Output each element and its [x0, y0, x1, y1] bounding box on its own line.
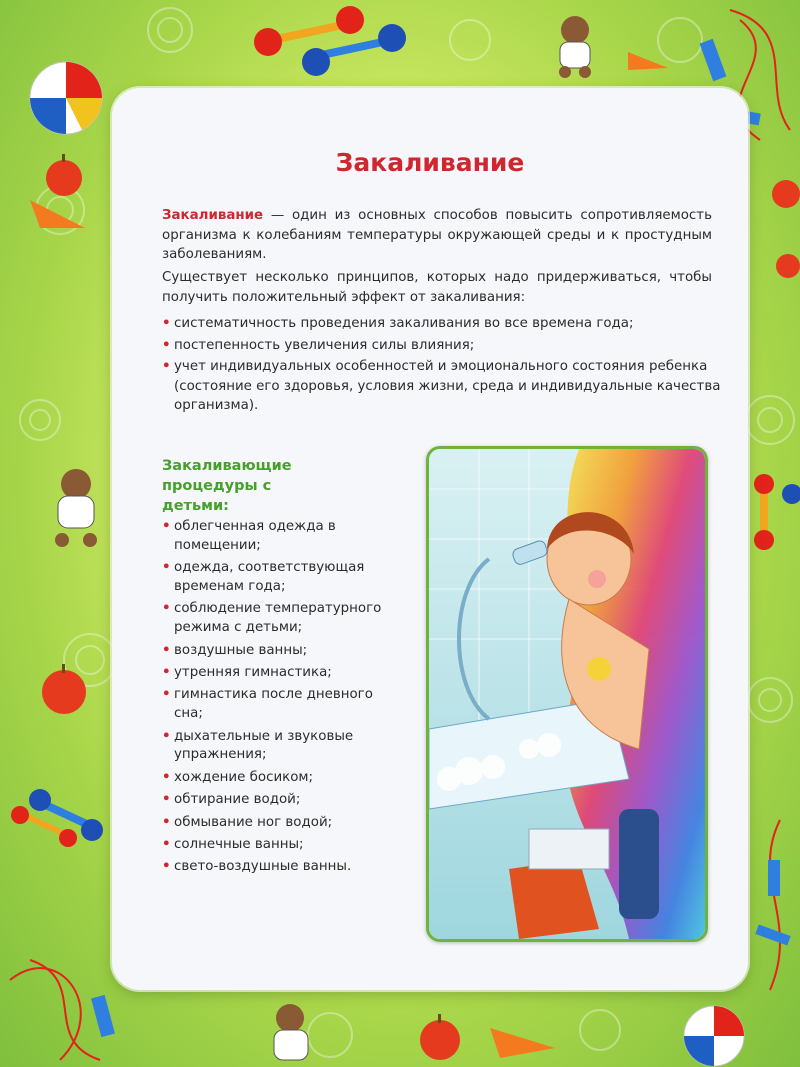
apple-icon	[772, 180, 800, 278]
list-item: • солнечные ванны;	[162, 836, 402, 855]
bullet-icon: •	[162, 836, 171, 852]
bullet-icon: •	[162, 859, 171, 875]
bullet-icon: •	[162, 560, 171, 576]
teddy-bear-icon	[55, 469, 97, 547]
intro-term: Закаливание	[162, 208, 264, 223]
jump-rope-icon	[10, 960, 115, 1060]
intro-paragraph	[162, 206, 712, 265]
boy-taking-shower-illustration	[429, 449, 705, 939]
dumbbell-icon	[754, 474, 800, 550]
list-item: • систематичность проведения закаливания во все времена года;	[162, 314, 722, 334]
beach-ball-icon	[30, 62, 102, 134]
carrot-icon	[30, 200, 85, 228]
list-item: • обмывание ног водой;	[162, 814, 402, 833]
list-item: • свето-воздушные ванны.	[162, 858, 402, 877]
apple-icon	[420, 1014, 460, 1060]
page-title: Закаливание	[335, 148, 525, 177]
principles-list	[162, 314, 722, 418]
dumbbell-icon	[11, 789, 103, 847]
bullet-icon: •	[162, 519, 171, 534]
list-item: • соблюдение температурного режима с детьми;	[162, 601, 382, 636]
intro-text: — один из основных способов повысить сопротивляемость организма к колебаниям температуры окружающей среды и к простудным заболеваниям.	[162, 208, 712, 262]
list-item: • гимнастика после дневного сна;	[162, 687, 373, 722]
bullet-icon: •	[162, 792, 171, 808]
beach-ball-icon	[684, 1006, 744, 1066]
list-item: • дыхательные и звуковые упражнения;	[162, 728, 354, 763]
bullet-icon: •	[162, 769, 171, 785]
list-item: • одежда, соответствующая временам года;	[162, 560, 365, 594]
teddy-bear-icon	[559, 16, 591, 78]
principles-lead: Существует несколько принципов, которых надо придерживаться, чтобы получить положительный эффект от закаливания:	[162, 270, 712, 305]
bullet-icon: •	[162, 316, 171, 331]
bullet-icon: •	[162, 728, 171, 744]
list-item: • постепенность увеличения силы влияния;	[162, 336, 722, 356]
procedures-list	[162, 518, 402, 881]
bullet-icon: •	[162, 687, 171, 703]
list-item: • облегченная одежда в помещении;	[162, 519, 336, 553]
bullet-icon: •	[162, 814, 171, 830]
jump-rope-icon	[755, 820, 790, 990]
list-item: • хождение босиком;	[162, 769, 402, 788]
bullet-icon: •	[162, 664, 171, 680]
content-card	[112, 88, 748, 990]
carrot-icon	[628, 52, 668, 70]
bullet-icon: •	[162, 642, 171, 658]
list-item: • утренняя гимнастика;	[162, 664, 402, 683]
bullet-icon: •	[162, 359, 171, 374]
bullet-icon: •	[162, 601, 171, 617]
shower-illustration	[426, 446, 708, 942]
bullet-icon: •	[162, 337, 171, 353]
teddy-bear-icon	[274, 1004, 308, 1060]
apple-icon	[46, 154, 82, 196]
list-item: • обтирание водой;	[162, 791, 402, 810]
carrot-icon	[490, 1028, 555, 1058]
dumbbell-icon	[254, 6, 406, 76]
list-item: • воздушные ванны;	[162, 642, 402, 661]
procedures-heading: Закаливающие процедуры с детьми:	[162, 458, 292, 514]
apple-icon	[42, 664, 86, 714]
list-item: • учет индивидуальных особенностей и эмоционального состояния ребенка (состояние его здоровья, условия жизни, среда и индивидуальные качества организма).	[162, 359, 721, 413]
